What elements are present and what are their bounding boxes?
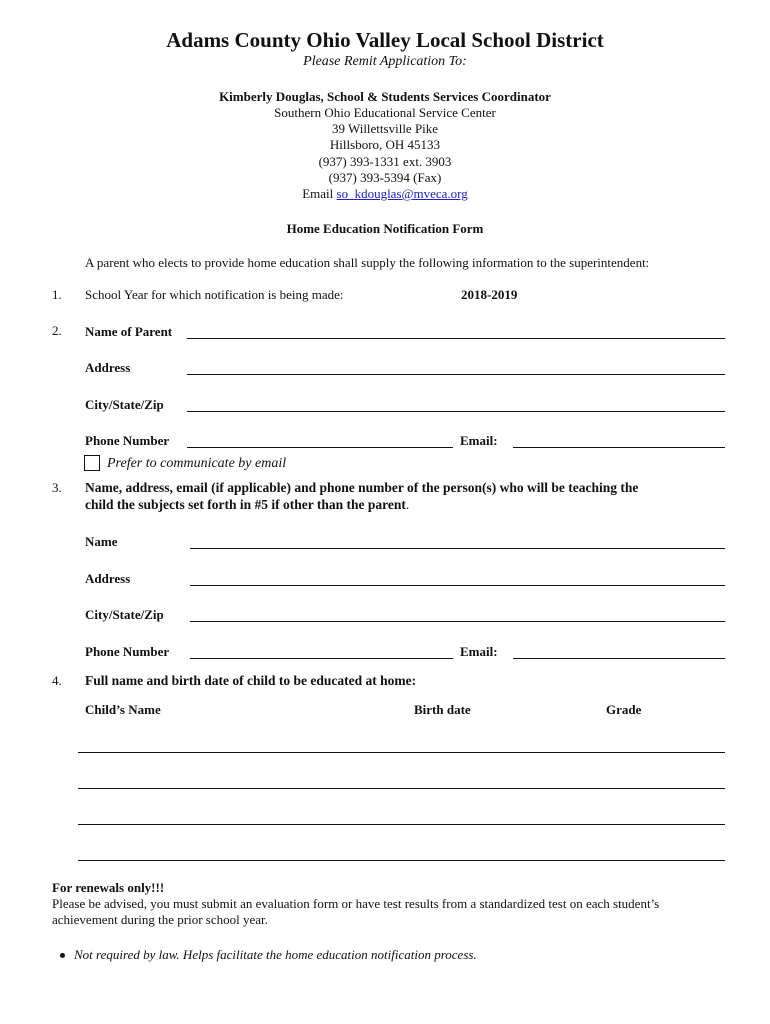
- contact-org: Southern Ohio Educational Service Center: [274, 105, 496, 120]
- child-row-3[interactable]: [78, 824, 725, 825]
- contact-city: Hillsboro, OH 45133: [329, 137, 441, 152]
- footnote-bullet: [60, 953, 65, 958]
- item-4-number: 4.: [52, 673, 62, 688]
- teacher-name-field[interactable]: [190, 548, 725, 549]
- district-title: Adams County Ohio Valley Local School District: [166, 28, 604, 52]
- col-birth-date: Birth date: [414, 702, 471, 717]
- teacher-phone-label: Phone Number: [85, 644, 170, 659]
- prefer-email-checkbox[interactable]: [84, 455, 100, 471]
- parent-address-field[interactable]: [187, 374, 725, 375]
- contact-name: Kimberly Douglas, School & Students Services Coordinator: [219, 89, 551, 104]
- school-year-label: School Year for which notification is being made:: [85, 287, 344, 302]
- teacher-city-field[interactable]: [190, 621, 725, 622]
- child-row-2[interactable]: [78, 788, 725, 789]
- col-grade: Grade: [606, 702, 642, 717]
- child-row-1[interactable]: [78, 752, 725, 753]
- teacher-email-label: Email:: [460, 644, 498, 659]
- footnote-text: Not required by law. Helps facilitate the home education notification process.: [74, 947, 477, 962]
- email-label: Email: [302, 186, 334, 201]
- teacher-heading-line2: [85, 497, 409, 513]
- contact-fax: (937) 393-5394 (Fax): [328, 170, 442, 185]
- teacher-name-label: Name: [85, 534, 118, 549]
- teacher-heading-period: .: [405, 497, 410, 512]
- intro-text: A parent who elects to provide home education shall supply the following information to the superintendent:: [85, 255, 650, 270]
- teacher-heading-line1: Name, address, email (if applicable) and phone number of the person(s) who will be teaching the: [85, 480, 639, 495]
- contact-email-line: [0, 186, 770, 202]
- form-title: Home Education Notification Form: [286, 221, 484, 236]
- parent-city-label: City/State/Zip: [85, 397, 164, 412]
- parent-email-label: Email:: [460, 433, 498, 448]
- child-heading: Full name and birth date of child to be educated at home:: [85, 673, 417, 688]
- parent-phone-label: Phone Number: [85, 433, 170, 448]
- school-year-value: 2018-2019: [461, 287, 518, 302]
- item-3-number: 3.: [52, 480, 62, 495]
- teacher-address-field[interactable]: [190, 585, 725, 586]
- prefer-email-label: Prefer to communicate by email: [107, 456, 287, 471]
- item-1-number: 1.: [52, 287, 62, 302]
- item-2-number: 2.: [52, 323, 62, 338]
- parent-name-field[interactable]: [187, 338, 725, 339]
- renewals-text-line1: Please be advised, you must submit an evaluation form or have test results from a standardized test on each student’s: [52, 896, 660, 911]
- email-link[interactable]: so_kdouglas@mveca.org: [336, 186, 468, 201]
- contact-street: 39 Willettsville Pike: [331, 121, 439, 136]
- parent-email-field[interactable]: [513, 447, 725, 448]
- parent-phone-field[interactable]: [187, 447, 453, 448]
- parent-address-label: Address: [85, 360, 131, 375]
- teacher-address-label: Address: [85, 571, 131, 586]
- remit-label: Please Remit Application To:: [303, 54, 467, 69]
- col-childs-name: Child’s Name: [85, 702, 161, 717]
- parent-name-label: Name of Parent: [85, 324, 173, 339]
- teacher-phone-field[interactable]: [190, 658, 453, 659]
- teacher-heading-text: child the subjects set forth in #5 if other than the parent: [85, 497, 406, 512]
- renewals-heading: For renewals only!!!: [52, 880, 165, 895]
- child-row-4[interactable]: [78, 860, 725, 861]
- teacher-email-field[interactable]: [513, 658, 725, 659]
- contact-phone: (937) 393-1331 ext. 3903: [318, 154, 452, 169]
- parent-city-field[interactable]: [187, 411, 725, 412]
- teacher-city-label: City/State/Zip: [85, 607, 164, 622]
- renewals-text-line2: achievement during the prior school year.: [52, 912, 268, 927]
